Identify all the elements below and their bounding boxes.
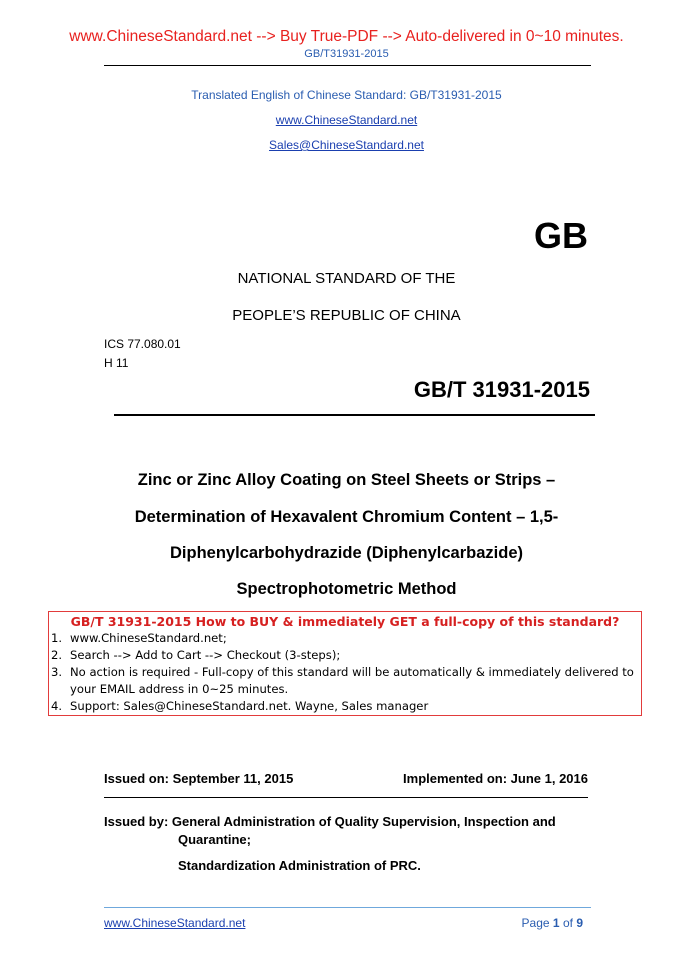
ccs-code: H 11 bbox=[104, 356, 129, 370]
title-line-2: Determination of Hexavalent Chromium Content – 1,5- bbox=[134, 508, 559, 526]
step-number: 4. bbox=[51, 699, 63, 713]
translation-note: Translated English of Chinese Standard: GB/T31931-2015 bbox=[191, 88, 502, 102]
national-standard-line-2: PEOPLE’S REPUBLIC OF CHINA bbox=[232, 307, 461, 324]
buy-step bbox=[51, 647, 641, 664]
standard-number: GB/T 31931-2015 bbox=[413, 377, 590, 402]
sales-email-link[interactable]: Sales@ChineseStandard.net bbox=[269, 138, 424, 152]
step-text[interactable]: www.ChineseStandard.net; bbox=[70, 631, 227, 645]
buy-step bbox=[51, 698, 641, 715]
page-label: Page bbox=[521, 916, 550, 930]
step-number: 3. bbox=[51, 665, 63, 679]
footer-divider bbox=[104, 907, 591, 908]
step-text: Search --> Add to Cart --> Checkout (3-steps); bbox=[70, 648, 341, 662]
footer-site-link[interactable]: www.ChineseStandard.net bbox=[104, 916, 246, 930]
title-divider bbox=[114, 414, 595, 416]
ics-code: ICS 77.080.01 bbox=[104, 337, 181, 351]
issued-by-block bbox=[104, 813, 556, 875]
site-link[interactable]: www.ChineseStandard.net bbox=[275, 113, 418, 127]
buy-step bbox=[51, 630, 641, 647]
issued-by-label: Issued by: bbox=[104, 814, 169, 829]
page-of: of bbox=[562, 916, 573, 930]
title-line-4: Spectrophotometric Method bbox=[236, 580, 457, 598]
header-standard-id: GB/T31931-2015 bbox=[304, 48, 389, 60]
header-divider bbox=[104, 65, 591, 66]
step-text: No action is required - Full-copy of this standard will be automatically & immediately delivered to your EMAIL address in 0~25 minutes. bbox=[70, 665, 634, 696]
issued-by-org-2: Standardization Administration of PRC. bbox=[178, 858, 421, 873]
page-indicator bbox=[522, 916, 583, 930]
issued-on-date: Issued on: September 11, 2015 bbox=[104, 771, 294, 786]
promo-banner[interactable]: www.ChineseStandard.net --> Buy True-PDF --> Auto-delivered in 0~10 minutes. bbox=[69, 28, 624, 45]
title-line-1: Zinc or Zinc Alloy Coating on Steel Sheets or Strips – bbox=[137, 471, 556, 489]
title-line-3: Diphenylcarbohydrazide (Diphenylcarbazide) bbox=[170, 544, 523, 562]
page-current: 1 bbox=[552, 916, 560, 930]
issued-by-org-1-cont: Quarantine; bbox=[178, 832, 251, 847]
page-total: 9 bbox=[576, 916, 583, 930]
step-number: 1. bbox=[51, 631, 63, 645]
gb-mark: GB bbox=[534, 215, 588, 256]
issued-by-org-1: General Administration of Quality Supervision, Inspection and bbox=[171, 814, 556, 829]
step-text: Support: Sales@ChineseStandard.net. Wayne, Sales manager bbox=[70, 699, 429, 713]
implemented-on-date: Implemented on: June 1, 2016 bbox=[403, 771, 588, 786]
buy-box-heading: GB/T 31931-2015 How to BUY & immediately GET a full-copy of this standard? bbox=[70, 614, 620, 629]
step-number: 2. bbox=[51, 648, 63, 662]
buy-step bbox=[51, 664, 641, 698]
buy-instructions-box bbox=[48, 611, 642, 716]
buy-steps-list bbox=[49, 630, 641, 715]
issue-divider bbox=[104, 797, 588, 798]
national-standard-line-1: NATIONAL STANDARD OF THE bbox=[237, 270, 456, 287]
